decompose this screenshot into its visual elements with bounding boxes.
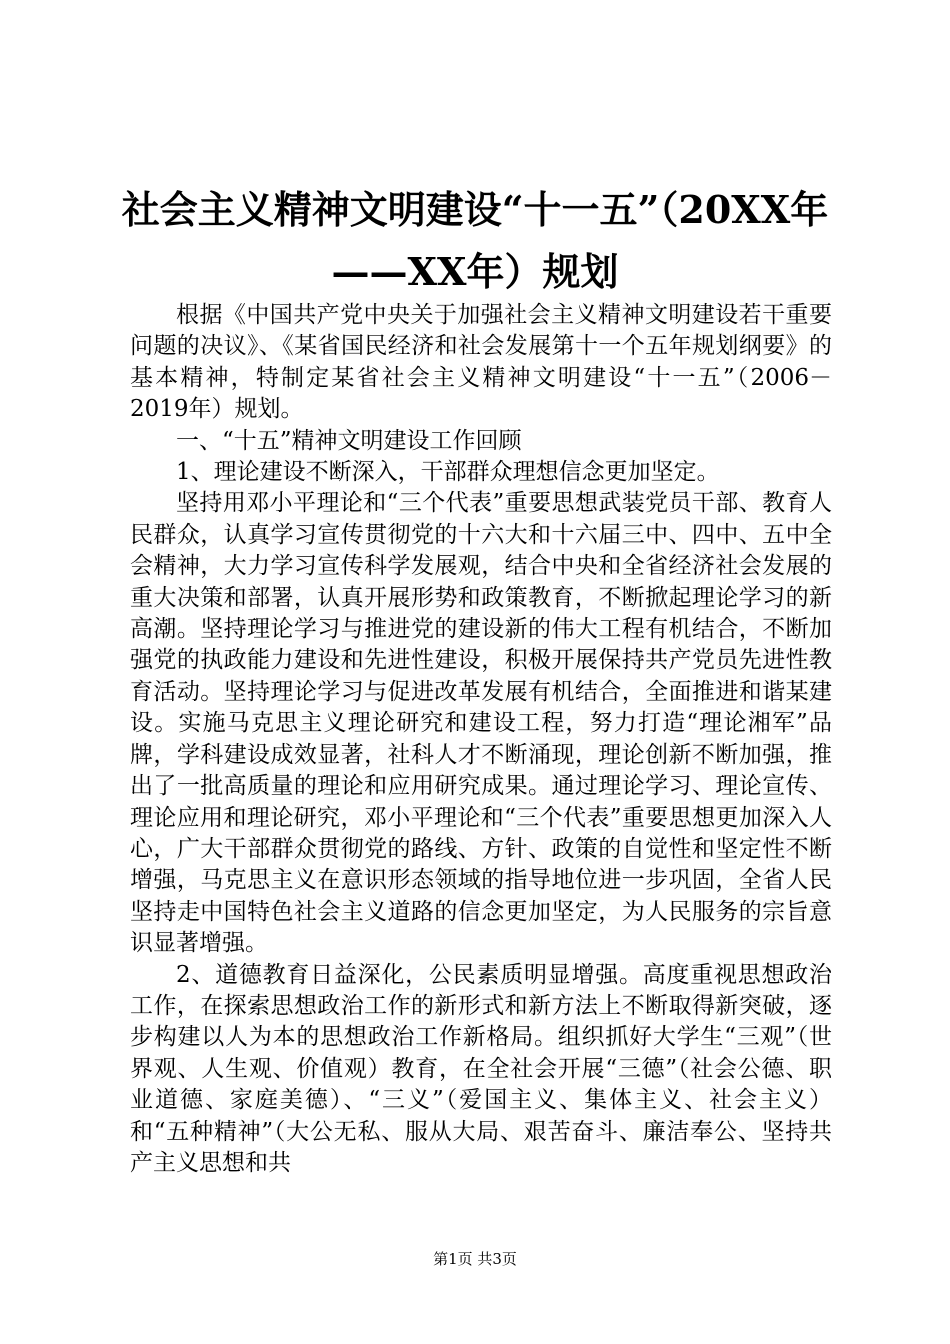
paragraph-intro: 根据《中国共产党中央关于加强社会主义精神文明建设若干重要问题的决议》、《某省国民经济和社会发展第十一个五年规划纲要》的基本精神，特制定某省社会主义精神文明建设“十一五”（2006－2019年）规划。 — [130, 302, 832, 423]
paragraph-theory: 坚持用邓小平理论和“三个代表”重要思想武装党员干部、教育人民群众，认真学习宣传贯彻党的十六大和十六届三中、四中、五中全会精神，大力学习宣传科学发展观，结合中央和全省经济社会发展的重大决策和部署，认真开展形势和政策教育，不断掀起理论学习的新高潮。坚持理论学习与推进党的建设新的伟大工程有机结合，不断加强党的执政能力建设和先进性建设，积极开展保持共产党员先进性教育活动。坚持理论学习与促进改革发展有机结合，全面推进和谐某建设。实施马克思主义理论研究和建设工程，努力打造“理论湘军”品牌，学科建设成效显著，社科人才不断涌现，理论创新不断加强，推出了一批高质量的理论和应用研究成果。通过理论学习、理论宣传、理论应用和理论研究，邓小平理论和“三个代表”重要思想更加深入人心，广大干部群众贯彻党的路线、方针、政策的自觉性和坚定性不断增强，马克思主义在意识形态领域的指导地位进一步巩固，全省人民坚持走中国特色社会主义道路的信念更加坚定，为人民服务的宗旨意识显著增强。 — [130, 490, 832, 957]
section-heading: 一、“十五”精神文明建设工作回顾 — [176, 427, 522, 454]
paragraph-moral-education: 2、道德教育日益深化，公民素质明显增强。高度重视思想政治工作，在探索思想政治工作的新形式和新方法上不断取得新突破，逐步构建以人为本的思想政治工作新格局。组织抓好大学生“三观”（世界观、人生观、价值观）教育，在全社会开展“三德”（社会公德、职业道德、家庭美德）、“三义”（爱国主义、集体主义、社会主义）和“五种精神”（大公无私、服从大局、艰苦奋斗、廉洁奉公、坚持共产主义思想和共 — [130, 961, 832, 1176]
document-body — [130, 300, 832, 1179]
document-title-line-2: ——XX年）规划 — [331, 249, 619, 294]
document-title-line-1: 社会主义精神文明建设“十一五”（20XX年 — [121, 187, 829, 232]
subsection-heading: 1、理论建设不断深入，干部群众理想信念更加坚定。 — [176, 459, 720, 486]
page-footer: 第1页 共3页 — [433, 1250, 517, 1268]
